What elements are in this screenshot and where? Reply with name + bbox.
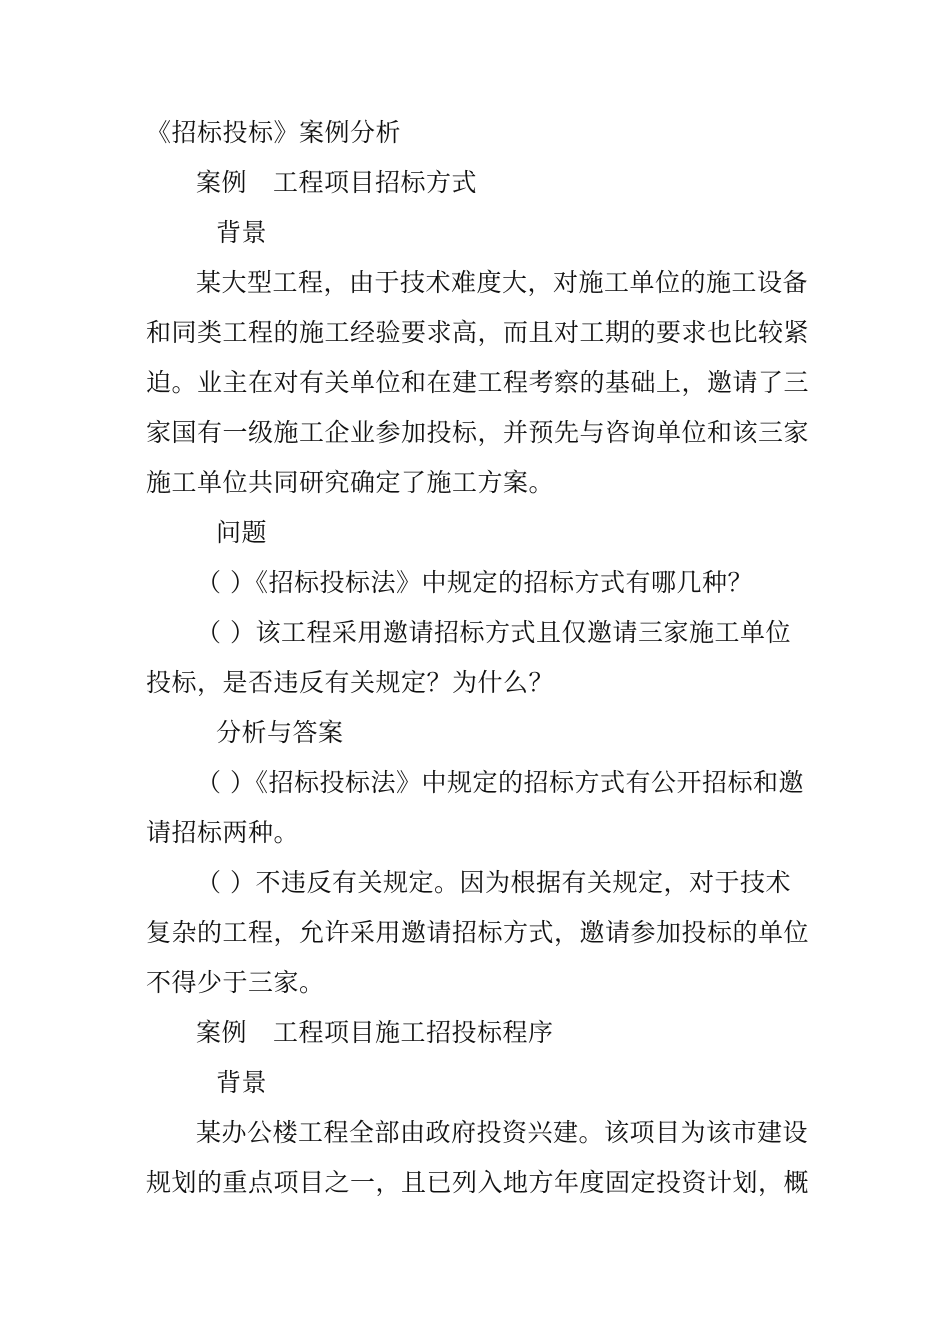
case1-background-line: 迫。业主在对有关单位和在建工程考察的基础上，邀请了三 (146, 368, 810, 397)
document-title: 《招标投标》案例分析 (146, 118, 402, 147)
case1-answer-line: （ ）不违反有关规定。因为根据有关规定，对于技术 (196, 868, 791, 897)
case1-heading (196, 168, 477, 198)
case1-question-label: 问题 (216, 518, 268, 547)
case1-background-line: 某大型工程，由于技术难度大，对施工单位的施工设备 (196, 268, 809, 297)
case2-heading-label: 案例 (196, 1018, 248, 1047)
case2-background-label: 背景 (216, 1068, 268, 1097)
case1-answer-line: 请招标两种。 (146, 818, 300, 847)
case1-background-label: 背景 (216, 218, 268, 247)
case1-question-line: （ ）该工程采用邀请招标方式且仅邀请三家施工单位 (196, 618, 791, 647)
case1-question-line: （ ）《招标投标法》中规定的招标方式有哪几种？ (196, 568, 753, 597)
case1-background-line: 家国有一级施工企业参加投标，并预先与咨询单位和该三家 (146, 418, 810, 447)
case1-answer-line: （ ）《招标投标法》中规定的招标方式有公开招标和邀 (196, 768, 804, 797)
case2-heading (196, 1018, 554, 1048)
case2-background-line: 规划的重点项目之一，且已列入地方年度固定投资计划，概 (146, 1168, 810, 1197)
case1-background-line: 施工单位共同研究确定了施工方案。 (146, 468, 555, 497)
case2-heading-title: 工程项目施工招投标程序 (273, 1018, 554, 1047)
case1-background-line: 和同类工程的施工经验要求高，而且对工期的要求也比较紧 (146, 318, 810, 347)
case1-heading-title: 工程项目招标方式 (273, 168, 478, 197)
case1-heading-label: 案例 (196, 168, 248, 197)
case1-question-line: 投标，是否违反有关规定？为什么？ (146, 668, 555, 697)
case1-answer-line: 复杂的工程，允许采用邀请招标方式，邀请参加投标的单位 (146, 918, 810, 947)
case1-answer-line: 不得少于三家。 (146, 968, 325, 997)
case2-background-line: 某办公楼工程全部由政府投资兴建。该项目为该市建设 (196, 1118, 809, 1147)
case1-answer-label: 分析与答案 (216, 718, 344, 747)
